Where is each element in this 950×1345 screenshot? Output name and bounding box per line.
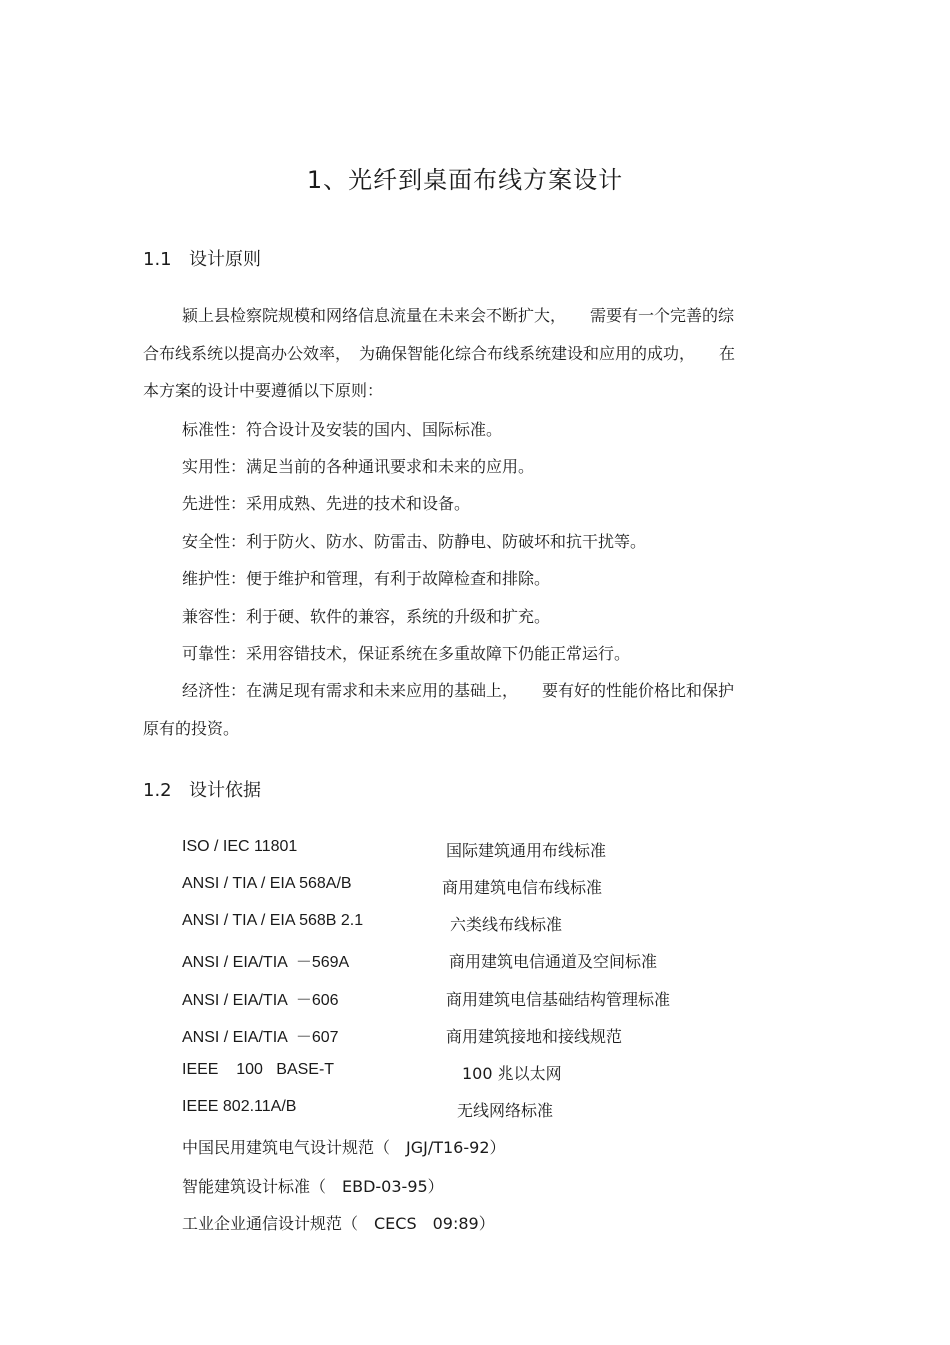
intro-line: 颍上县检察院规模和网络信息流量在未来会不断扩大， 需要有一个完善的综	[182, 306, 735, 325]
regulation-item: 工业企业通信设计规范（ CECS 09:89）	[182, 1214, 495, 1233]
standard-description: 无线网络标准	[457, 1101, 554, 1120]
standard-code: ISO / IEC 11801	[182, 838, 298, 855]
section-heading-design-basis	[143, 776, 261, 802]
section-title: 设计原则	[189, 249, 261, 270]
standard-code: ANSI / EIA/TIA －606	[182, 992, 339, 1009]
page-title: 1、光纤到桌面布线方案设计	[306, 166, 624, 194]
section-title: 设计依据	[189, 780, 261, 801]
standard-code: ANSI / EIA/TIA －607	[182, 1029, 339, 1046]
standard-description: 商用建筑电信通道及空间标准	[449, 952, 658, 971]
regulation-item: 中国民用建筑电气设计规范（ JGJ/T16-92）	[182, 1138, 506, 1157]
section-heading-design-principles	[143, 245, 261, 271]
section-number: 1.2	[143, 780, 172, 801]
standard-code: IEEE 802.11A/B	[182, 1098, 297, 1115]
standard-description: 商用建筑电信基础结构管理标准	[446, 990, 671, 1009]
intro-line: 合布线系统以提高办公效率， 为确保智能化综合布线系统建设和应用的成功， 在	[143, 343, 736, 363]
principle-safety: 安全性：利于防火、防水、防雷击、防静电、防破坏和抗干扰等。	[182, 532, 647, 551]
standard-description: 国际建筑通用布线标准	[446, 841, 607, 860]
standard-description: 六类线布线标准	[450, 915, 563, 934]
standard-description: 100 兆以太网	[462, 1064, 562, 1083]
section-number: 1.1	[143, 249, 172, 270]
principle-maintainability: 维护性：便于维护和管理，有利于故障检查和排除。	[182, 569, 551, 588]
principle-advanced: 先进性：采用成熟、先进的技术和设备。	[182, 494, 471, 513]
principle-practical: 实用性：满足当前的各种通讯要求和未来的应用。	[182, 457, 535, 476]
principle-economy: 经济性：在满足现有需求和未来应用的基础上， 要有好的性能价格比和保护	[182, 681, 735, 700]
principle-standard: 标准性：符合设计及安装的国内、国际标准。	[182, 420, 503, 439]
principle-compatibility: 兼容性：利于硬、软件的兼容，系统的升级和扩充。	[182, 607, 551, 626]
principle-reliability: 可靠性：采用容错技术，保证系统在多重故障下仍能正常运行。	[182, 644, 631, 663]
standard-description: 商用建筑电信布线标准	[442, 878, 603, 897]
principle-economy-continued: 原有的投资。	[143, 719, 240, 738]
standard-code: IEEE 100 BASE-T	[182, 1061, 335, 1078]
standard-code: ANSI / TIA / EIA 568B 2.1	[182, 912, 364, 929]
intro-paragraph	[143, 297, 808, 410]
standard-description: 商用建筑接地和接线规范	[446, 1027, 623, 1046]
standard-code: ANSI / TIA / EIA 568A/B	[182, 875, 352, 892]
standard-code: ANSI / EIA/TIA －569A	[182, 954, 350, 971]
regulation-item: 智能建筑设计标准（ EBD-03-95）	[182, 1177, 444, 1196]
intro-line: 本方案的设计中要遵循以下原则：	[143, 381, 384, 400]
